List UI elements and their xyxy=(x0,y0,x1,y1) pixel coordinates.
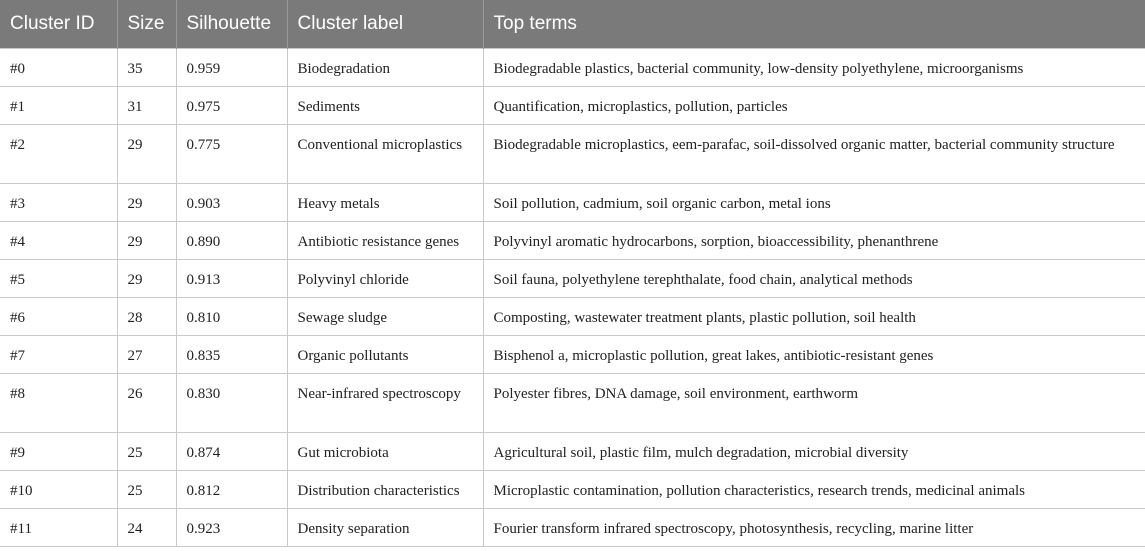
table-row xyxy=(0,297,1145,335)
cell-size: 25 xyxy=(117,470,176,508)
header-row xyxy=(0,0,1145,48)
cell-cluster-label: Organic pollutants xyxy=(287,335,483,373)
cell-silhouette: 0.975 xyxy=(176,86,287,124)
cell-top-terms: Polyester fibres, DNA damage, soil environment, earthworm xyxy=(483,373,1145,432)
cell-top-terms: Microplastic contamination, pollution characteristics, research trends, medicinal animals xyxy=(483,470,1145,508)
cell-cluster-label: Biodegradation xyxy=(287,48,483,86)
cell-silhouette: 0.890 xyxy=(176,221,287,259)
table-row xyxy=(0,48,1145,86)
cell-silhouette: 0.830 xyxy=(176,373,287,432)
cell-top-terms: Bisphenol a, microplastic pollution, great lakes, antibiotic-resistant genes xyxy=(483,335,1145,373)
cell-size: 25 xyxy=(117,432,176,470)
cell-cluster-id: #7 xyxy=(0,335,117,373)
table-row xyxy=(0,470,1145,508)
cell-silhouette: 0.810 xyxy=(176,297,287,335)
header-silhouette: Silhouette xyxy=(176,0,287,48)
table-body xyxy=(0,48,1145,546)
table-row xyxy=(0,259,1145,297)
cell-size: 35 xyxy=(117,48,176,86)
cell-cluster-label: Density separation xyxy=(287,508,483,546)
cell-cluster-label: Polyvinyl chloride xyxy=(287,259,483,297)
table-row xyxy=(0,335,1145,373)
cell-top-terms: Fourier transform infrared spectroscopy, photosynthesis, recycling, marine litter xyxy=(483,508,1145,546)
cell-size: 27 xyxy=(117,335,176,373)
cell-cluster-id: #8 xyxy=(0,373,117,432)
cell-cluster-label: Sediments xyxy=(287,86,483,124)
cell-silhouette: 0.913 xyxy=(176,259,287,297)
table-row xyxy=(0,86,1145,124)
cell-cluster-label: Gut microbiota xyxy=(287,432,483,470)
cell-cluster-id: #9 xyxy=(0,432,117,470)
table-row xyxy=(0,124,1145,183)
cell-cluster-label: Sewage sludge xyxy=(287,297,483,335)
cell-cluster-id: #6 xyxy=(0,297,117,335)
cell-top-terms: Biodegradable plastics, bacterial community, low-density polyethylene, microorganisms xyxy=(483,48,1145,86)
cell-silhouette: 0.775 xyxy=(176,124,287,183)
cell-cluster-id: #0 xyxy=(0,48,117,86)
header-cluster-id: Cluster ID xyxy=(10,12,95,34)
cell-size: 24 xyxy=(117,508,176,546)
cell-cluster-id: #2 xyxy=(0,124,117,183)
cell-cluster-label: Distribution characteristics xyxy=(287,470,483,508)
cell-cluster-label: Heavy metals xyxy=(287,183,483,221)
cell-top-terms: Polyvinyl aromatic hydrocarbons, sorption, bioaccessibility, phenanthrene xyxy=(483,221,1145,259)
cell-top-terms: Soil pollution, cadmium, soil organic carbon, metal ions xyxy=(483,183,1145,221)
cell-cluster-id: #11 xyxy=(0,508,117,546)
cell-silhouette: 0.812 xyxy=(176,470,287,508)
cell-size: 31 xyxy=(117,86,176,124)
header-top-terms: Top terms xyxy=(483,0,1145,48)
cell-size: 29 xyxy=(117,124,176,183)
cell-cluster-id: #4 xyxy=(0,221,117,259)
cell-cluster-id: #3 xyxy=(0,183,117,221)
cell-silhouette: 0.835 xyxy=(176,335,287,373)
cell-size: 26 xyxy=(117,373,176,432)
cell-cluster-id: #1 xyxy=(0,86,117,124)
cell-silhouette: 0.874 xyxy=(176,432,287,470)
cell-top-terms: Composting, wastewater treatment plants, plastic pollution, soil health xyxy=(483,297,1145,335)
table-row xyxy=(0,432,1145,470)
cell-top-terms: Biodegradable microplastics, eem-parafac, soil-dissolved organic matter, bacterial community structure xyxy=(483,124,1145,183)
table-row xyxy=(0,508,1145,546)
cell-top-terms: Quantification, microplastics, pollution, particles xyxy=(483,86,1145,124)
cell-cluster-label: Conventional microplastics xyxy=(287,124,483,183)
cell-size: 28 xyxy=(117,297,176,335)
table-row xyxy=(0,183,1145,221)
cell-cluster-label: Near-infrared spectroscopy xyxy=(287,373,483,432)
cell-cluster-id: #10 xyxy=(0,470,117,508)
cell-size: 29 xyxy=(117,183,176,221)
table-header xyxy=(0,0,1145,48)
header-size: Size xyxy=(117,0,176,48)
cell-silhouette: 0.959 xyxy=(176,48,287,86)
cell-top-terms: Soil fauna, polyethylene terephthalate, food chain, analytical methods xyxy=(483,259,1145,297)
cell-size: 29 xyxy=(117,259,176,297)
cell-cluster-label: Antibiotic resistance genes xyxy=(287,221,483,259)
cell-top-terms: Agricultural soil, plastic film, mulch degradation, microbial diversity xyxy=(483,432,1145,470)
cell-silhouette: 0.903 xyxy=(176,183,287,221)
cell-cluster-id: #5 xyxy=(0,259,117,297)
cell-silhouette: 0.923 xyxy=(176,508,287,546)
cell-size: 29 xyxy=(117,221,176,259)
table-row xyxy=(0,221,1145,259)
table-row xyxy=(0,373,1145,432)
header-cluster-label: Cluster label xyxy=(287,0,483,48)
